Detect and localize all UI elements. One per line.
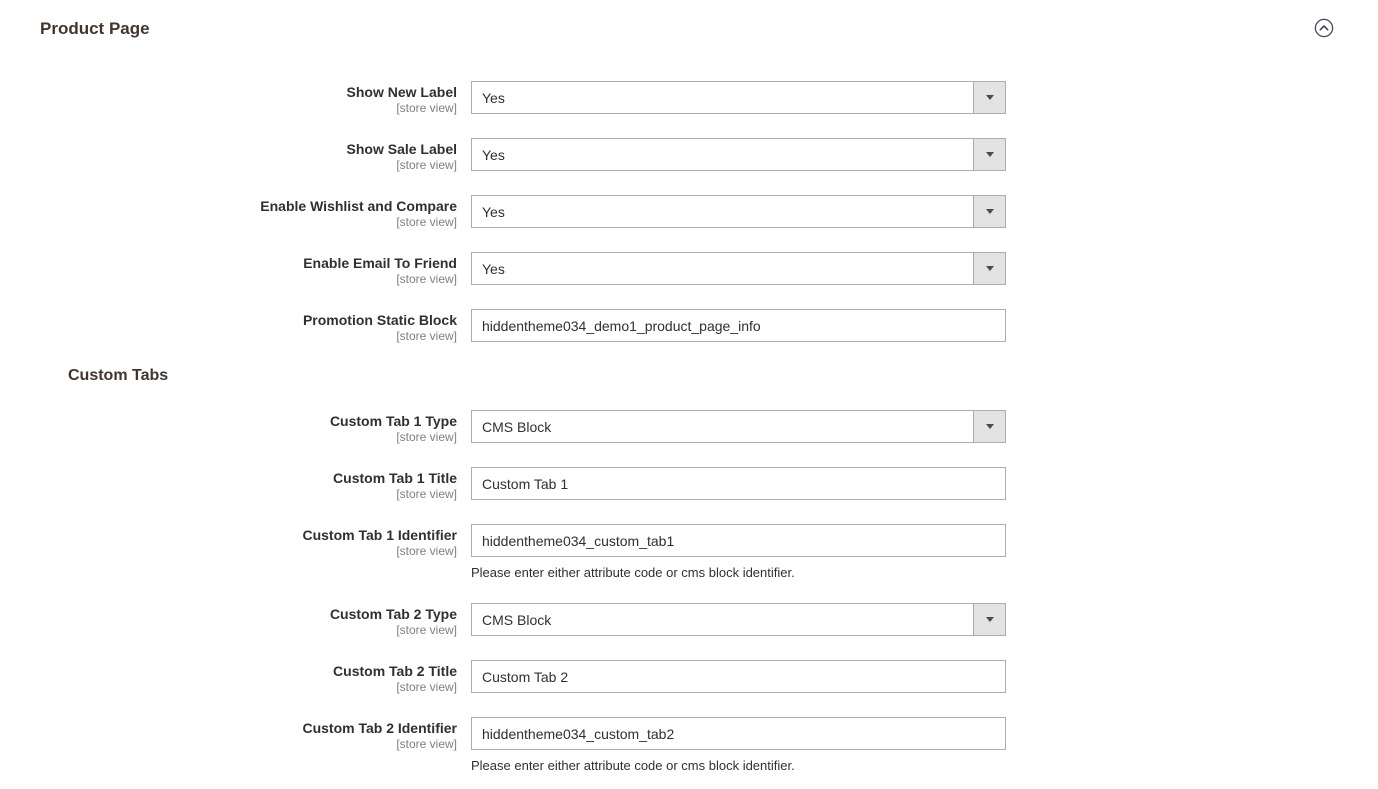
dropdown-triangle-icon bbox=[986, 95, 994, 100]
field-control-group bbox=[471, 467, 1006, 500]
field-scope-label: [store view] bbox=[396, 215, 457, 229]
field-label-group bbox=[0, 252, 457, 287]
field-scope-label: [store view] bbox=[396, 737, 457, 751]
select-selected-value: Yes bbox=[482, 203, 505, 220]
field-scope-label: [store view] bbox=[396, 680, 457, 694]
field-control-group bbox=[471, 252, 1006, 285]
enable-email-to-friend-select[interactable] bbox=[471, 252, 1006, 285]
field-control-group bbox=[471, 195, 1006, 228]
select-selected-value: Yes bbox=[482, 146, 505, 163]
field-label: Custom Tab 2 Identifier bbox=[302, 720, 457, 736]
form-row-custom-tab-2-identifier bbox=[0, 717, 1378, 774]
field-control-group bbox=[471, 660, 1006, 693]
field-scope-label: [store view] bbox=[396, 623, 457, 637]
field-label-group bbox=[0, 660, 457, 695]
field-scope-label: [store view] bbox=[396, 158, 457, 172]
select-selected-value: CMS Block bbox=[482, 611, 552, 628]
field-control-group bbox=[471, 603, 1006, 636]
form-row-custom-tab-2-title bbox=[0, 660, 1378, 695]
chevron-down-icon[interactable] bbox=[973, 253, 1005, 284]
field-control-group bbox=[471, 717, 1006, 774]
page-title: Product Page bbox=[40, 19, 150, 38]
field-label-group bbox=[0, 81, 457, 116]
select-selected-value: Yes bbox=[482, 260, 505, 277]
field-label: Enable Email To Friend bbox=[303, 255, 457, 271]
field-label: Enable Wishlist and Compare bbox=[260, 198, 457, 214]
collapse-section-button[interactable] bbox=[1314, 18, 1334, 38]
form-row-show-new-label bbox=[0, 81, 1378, 116]
field-note: Please enter either attribute code or cms block identifier. bbox=[471, 565, 795, 580]
chevron-down-icon[interactable] bbox=[973, 82, 1005, 113]
dropdown-triangle-icon bbox=[986, 152, 994, 157]
form-row-show-sale-label bbox=[0, 138, 1378, 173]
chevron-down-icon[interactable] bbox=[973, 196, 1005, 227]
custom-tab-1-title-input[interactable] bbox=[471, 467, 1006, 500]
field-label: Custom Tab 1 Type bbox=[329, 413, 457, 429]
field-scope-label: [store view] bbox=[396, 329, 457, 343]
form-row-enable-email-to-friend bbox=[0, 252, 1378, 287]
custom-tabs-heading: Custom Tabs bbox=[68, 367, 169, 384]
custom-tab-1-identifier-input[interactable] bbox=[471, 524, 1006, 557]
form-row-enable-wishlist-and-compare bbox=[0, 195, 1378, 230]
field-control-group bbox=[471, 410, 1006, 443]
field-scope-label: [store view] bbox=[396, 101, 457, 115]
field-control-group bbox=[471, 81, 1006, 114]
form-row-custom-tab-2-type bbox=[0, 603, 1378, 638]
field-note: Please enter either attribute code or cms block identifier. bbox=[471, 758, 795, 773]
dropdown-triangle-icon bbox=[986, 617, 994, 622]
custom-tab-2-type-select[interactable] bbox=[471, 603, 1006, 636]
field-control-group bbox=[471, 524, 1006, 581]
field-label-group bbox=[0, 195, 457, 230]
show-sale-label-select[interactable] bbox=[471, 138, 1006, 171]
field-control-group bbox=[471, 138, 1006, 171]
form-row-custom-tab-1-title bbox=[0, 467, 1378, 502]
field-label-group bbox=[0, 309, 457, 344]
field-label-group bbox=[0, 410, 457, 445]
field-label: Show New Label bbox=[346, 84, 457, 100]
section-header bbox=[0, 0, 1378, 39]
custom-tab-2-identifier-input[interactable] bbox=[471, 717, 1006, 750]
field-label: Custom Tab 1 Title bbox=[333, 470, 457, 486]
custom-tab-1-type-select[interactable] bbox=[471, 410, 1006, 443]
promotion-static-block-input[interactable] bbox=[471, 309, 1006, 342]
field-scope-label: [store view] bbox=[396, 430, 457, 444]
chevron-down-icon[interactable] bbox=[973, 139, 1005, 170]
custom-tab-2-title-input[interactable] bbox=[471, 660, 1006, 693]
field-label: Custom Tab 1 Identifier bbox=[302, 527, 457, 543]
chevron-down-icon[interactable] bbox=[973, 604, 1005, 635]
field-label: Custom Tab 2 Type bbox=[329, 606, 457, 622]
field-label-group bbox=[0, 467, 457, 502]
field-label: Promotion Static Block bbox=[302, 312, 457, 328]
select-selected-value: CMS Block bbox=[482, 418, 552, 435]
enable-wishlist-and-compare-select[interactable] bbox=[471, 195, 1006, 228]
form-row-promotion-static-block bbox=[0, 309, 1378, 344]
show-new-label-select[interactable] bbox=[471, 81, 1006, 114]
custom-tabs-fields bbox=[0, 410, 1378, 774]
field-label-group bbox=[0, 717, 457, 752]
field-label: Custom Tab 2 Title bbox=[333, 663, 457, 679]
field-label-group bbox=[0, 138, 457, 173]
field-label-group bbox=[0, 524, 457, 559]
dropdown-triangle-icon bbox=[986, 266, 994, 271]
dropdown-triangle-icon bbox=[986, 209, 994, 214]
select-selected-value: Yes bbox=[482, 89, 505, 106]
chevron-up-circle-icon bbox=[1314, 18, 1334, 38]
product-page-fields bbox=[0, 81, 1378, 344]
field-scope-label: [store view] bbox=[396, 272, 457, 286]
form-row-custom-tab-1-type bbox=[0, 410, 1378, 445]
field-control-group bbox=[471, 309, 1006, 342]
chevron-down-icon[interactable] bbox=[973, 411, 1005, 442]
dropdown-triangle-icon bbox=[986, 424, 994, 429]
form-row-custom-tab-1-identifier bbox=[0, 524, 1378, 581]
field-scope-label: [store view] bbox=[396, 544, 457, 558]
field-label-group bbox=[0, 603, 457, 638]
field-scope-label: [store view] bbox=[396, 487, 457, 501]
field-label: Show Sale Label bbox=[346, 141, 457, 157]
